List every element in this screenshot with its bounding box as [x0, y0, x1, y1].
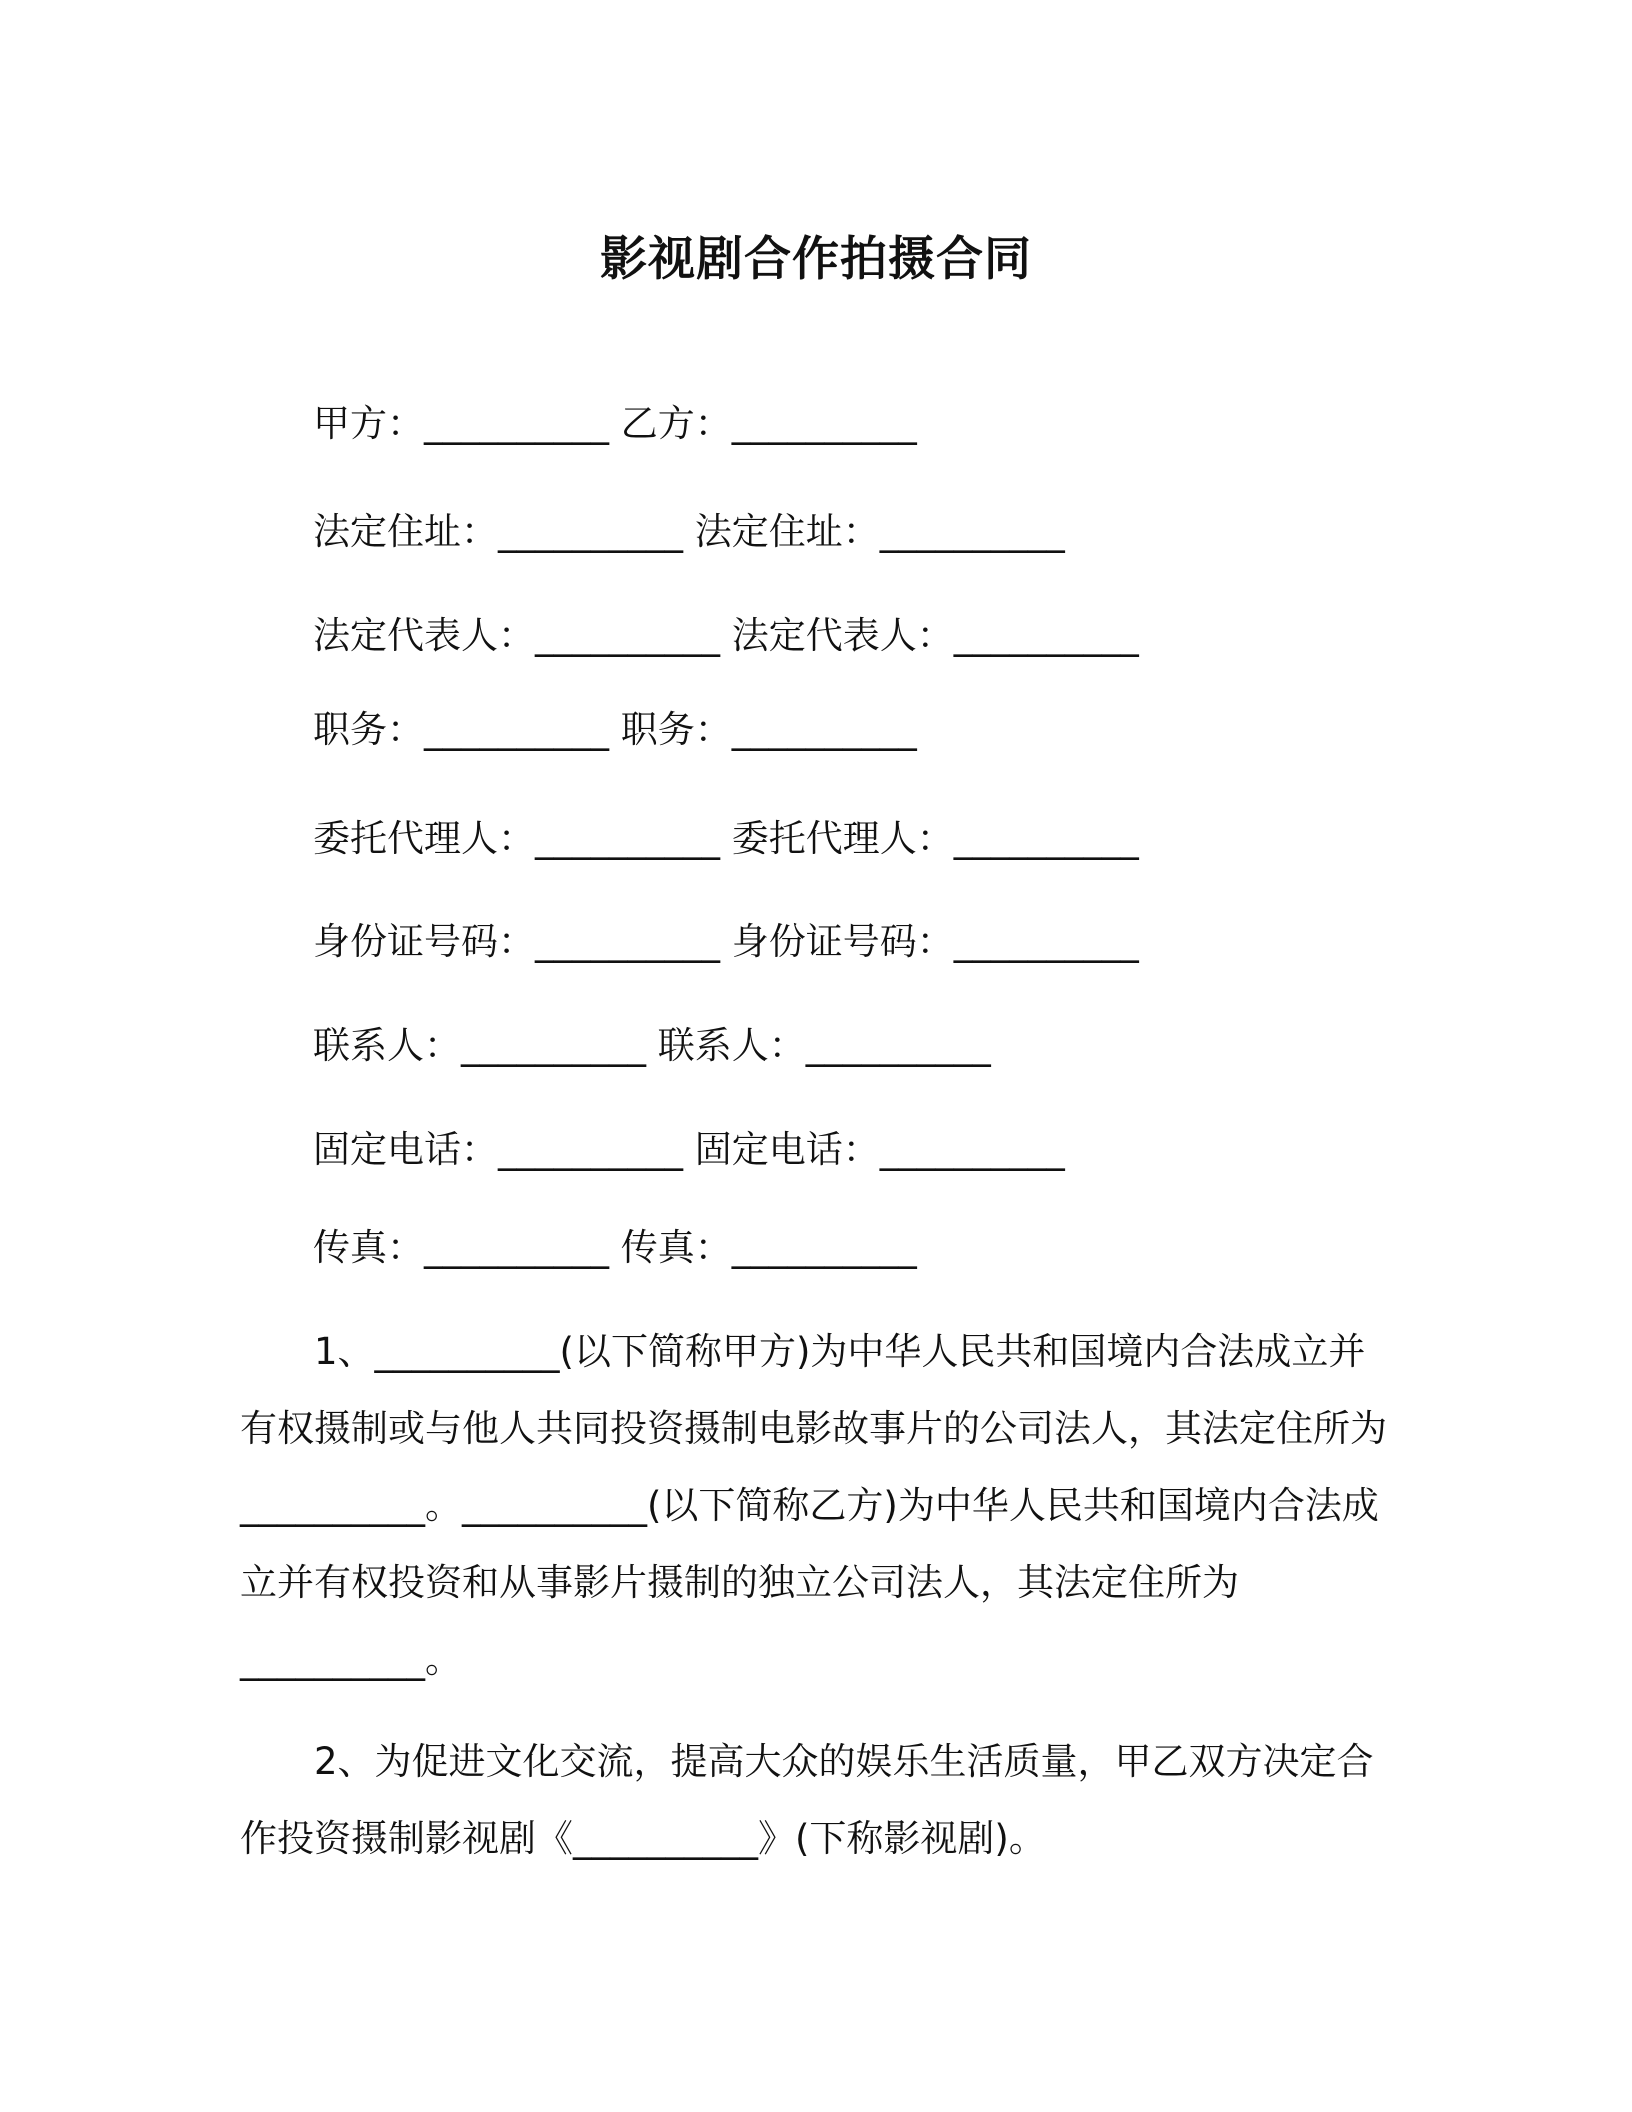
party-line: 甲方：__________ 乙方：__________ — [313, 402, 917, 445]
legal-address-line: 法定住址：__________ 法定住址：__________ — [313, 510, 1065, 553]
position-line: 职务：__________ 职务：__________ — [313, 708, 917, 751]
legal-representative-line: 法定代表人：__________ 法定代表人：__________ — [313, 614, 1139, 657]
clause-1-paragraph: 1、__________(以下简称甲方)为中华人民共和国境内合法成立并有权摄制或与他人共同投资摄制电影故事片的公司法人，其法定住所为__________。__________(以下简称乙方)为中华人民共和国境内合法成立并有权投资和从事影片摄制的独立公司法人，其法定住所为__________。 — [240, 1330, 1387, 1681]
clause-2-paragraph: 2、为促进文化交流，提高大众的娱乐生活质量，甲乙双方决定合作投资摄制影视剧《__________》(下称影视剧)。 — [240, 1740, 1374, 1860]
fax-line: 传真：__________ 传真：__________ — [313, 1226, 917, 1269]
landline-line: 固定电话：__________ 固定电话：__________ — [313, 1128, 1065, 1171]
contact-person-line: 联系人：__________ 联系人：__________ — [313, 1024, 991, 1067]
id-number-line: 身份证号码：__________ 身份证号码：__________ — [313, 920, 1139, 963]
document-title: 影视剧合作拍摄合同 — [600, 232, 1032, 287]
authorized-agent-line: 委托代理人：__________ 委托代理人：__________ — [313, 817, 1139, 860]
